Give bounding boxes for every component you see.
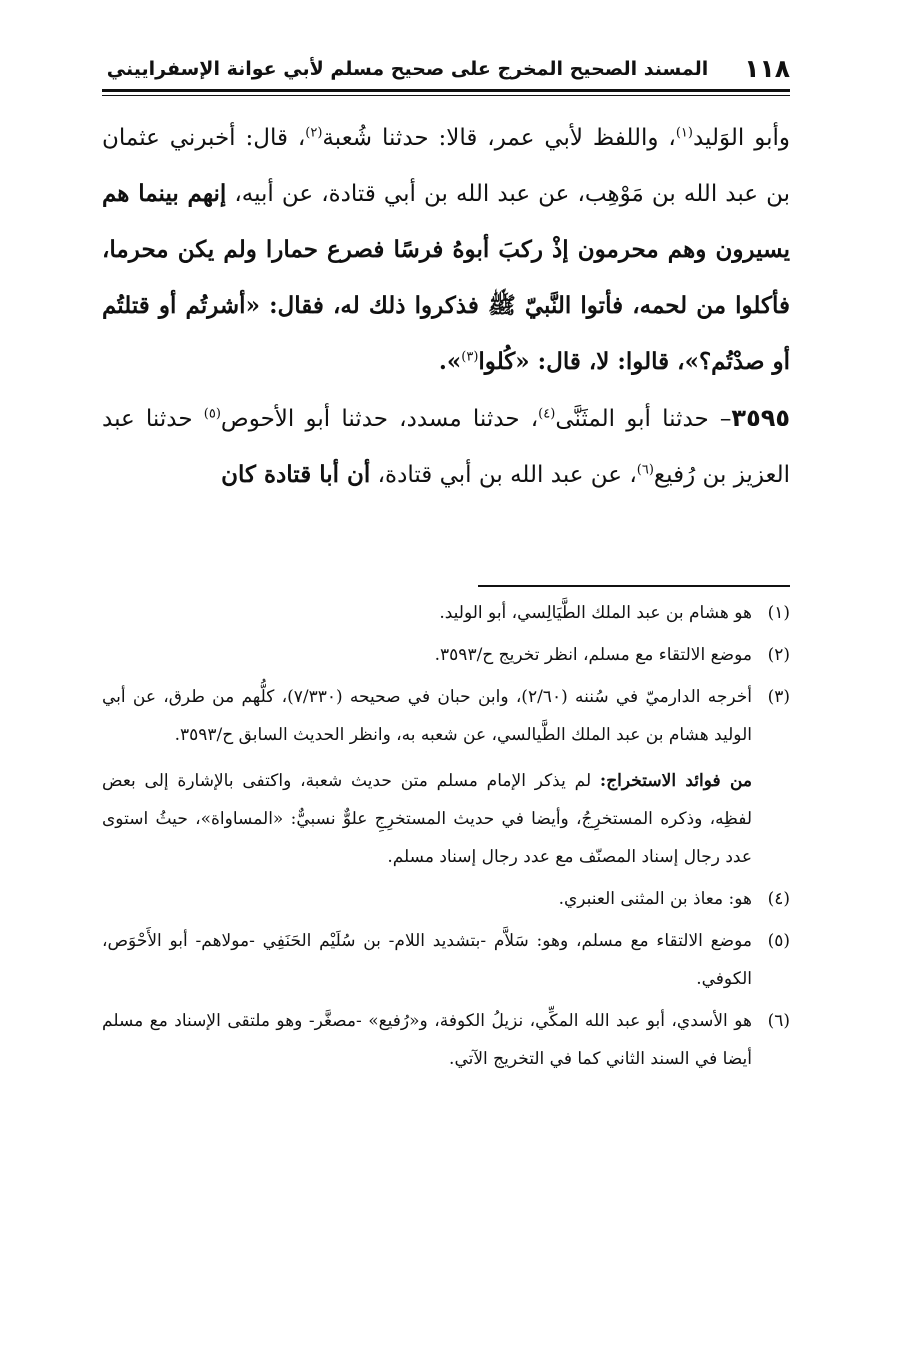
footnote-text: أخرجه الدارميّ في سُننه (٢/٦٠)، وابن حبان في صحيحه (٧/٣٣٠)، كلُّهم من طرق، عن أبي الوليد هشام بن عبد الملك الطَّيالسي، عن شعبه به، وانظر الحديث السابق ح/٣٥٩٣. — [102, 687, 752, 745]
footnote-text: موضع الالتقاء مع مسلم، وهو: سَلاَّم -بتشديد اللام- بن سُلَيْم الحَنَفِي -مولاهم- أبو الأَحْوَص، الكوفي. — [102, 931, 752, 989]
hadith-paragraph-1 — [102, 110, 790, 390]
hadith-paragraph-2 — [102, 390, 790, 503]
header-rule-thick — [102, 89, 790, 92]
benefit-label: من فوائد الاستخراج: — [599, 771, 752, 791]
footnote-2 — [102, 636, 790, 674]
text-run: – حدثنا أبو المثَنَّى — [555, 406, 732, 432]
footnote-mark: (٢) — [767, 645, 790, 665]
extraction-benefit-note — [102, 762, 790, 876]
page-number: ١١٨ — [744, 54, 790, 83]
text-run: حدثنا عبد العزيز بن رُفيع — [102, 406, 790, 488]
footnote-text: هو: معاذ بن المثنى العنبري. — [558, 889, 752, 909]
footnote-text: هو الأسدي، أبو عبد الله المكِّي، نزيلُ الكوفة، و«رُفيع» -مصغَّر- وهو ملتقى الإسناد مع مسلم أيضا في السند الثاني كما في التخريج الآتي. — [102, 1011, 752, 1069]
footnote-ref[interactable]: (١) — [675, 125, 693, 141]
footnote-mark: (٥) — [767, 931, 790, 951]
footnote-6 — [102, 1002, 790, 1078]
header-rule-thin — [102, 95, 790, 96]
text-run: ، حدثنا مسدد، حدثنا أبو الأحوص — [220, 406, 539, 432]
footnote-text: موضع الالتقاء مع مسلم، انظر تخريج ح/٣٥٩٣. — [434, 645, 752, 665]
footnote-mark: (٤) — [767, 889, 790, 909]
hadith-matn-end: ». — [438, 348, 462, 375]
footnotes — [102, 594, 790, 1082]
footnote-5 — [102, 922, 790, 998]
footnote-text: هو هشام بن عبد الملك الطَّيَالِسي، أبو الوليد. — [439, 603, 752, 623]
page-header — [102, 50, 790, 86]
hadith-matn: أن أبا قتادة كان — [221, 461, 371, 488]
footnote-mark: (١) — [767, 603, 790, 623]
footnote-ref[interactable]: (٤) — [538, 406, 556, 422]
main-text — [102, 110, 790, 503]
footnote-separator — [478, 585, 790, 587]
hadith-number: ٣٥٩٥ — [731, 404, 791, 432]
text-run: ، قال: أخبرني عثمان بن عبد الله بن مَوْهِب، عن عبد الله بن أبي قتادة، عن أبيه، — [102, 125, 790, 207]
text-run: وأبو الوَليد — [692, 125, 790, 151]
footnote-4 — [102, 880, 790, 918]
footnote-ref[interactable]: (٦) — [636, 462, 654, 478]
footnote-mark: (٦) — [767, 1011, 790, 1031]
benefit-text: لم يذكر الإمام مسلم متن حديث شعبة، واكتفى بالإشارة إلى بعض لفظِه، وذكره المستخرِجُ، وأيضا في حديث المستخرِجِ علوٌّ نسبيٌّ: «المساواة»، حيثُ استوى عدد رجال إسناد المصنّف مع عدد رجال إسناد مسلم. — [102, 771, 752, 867]
footnote-ref[interactable]: (٥) — [203, 406, 221, 422]
footnote-1 — [102, 594, 790, 632]
footnote-mark: (٣) — [767, 687, 790, 707]
running-title: المسند الصحيح المخرج على صحيح مسلم لأبي عوانة الإسفراييني — [106, 58, 709, 80]
hadith-matn: إنهم بينما هم يسيرون وهم محرمون إذْ ركبَ أبوهُ فرسًا فصرع حمارا ولم يكن محرما، فأكلوا من لحمه، فأتوا النَّبيّ ﷺ فذكروا ذلك له، فقال: «أشرتُم أو قتلتُم أو صدْتُم؟»، قالوا: لا، قال: «كُلوا — [102, 180, 790, 375]
footnote-3 — [102, 678, 790, 754]
text-run: ، واللفظ لأبي عمر، قالا: حدثنا شُعبة — [322, 125, 676, 151]
text-run: ، عن عبد الله بن أبي قتادة، — [370, 462, 637, 488]
footnote-ref[interactable]: (٣) — [461, 349, 479, 365]
footnote-ref[interactable]: (٢) — [305, 125, 323, 141]
